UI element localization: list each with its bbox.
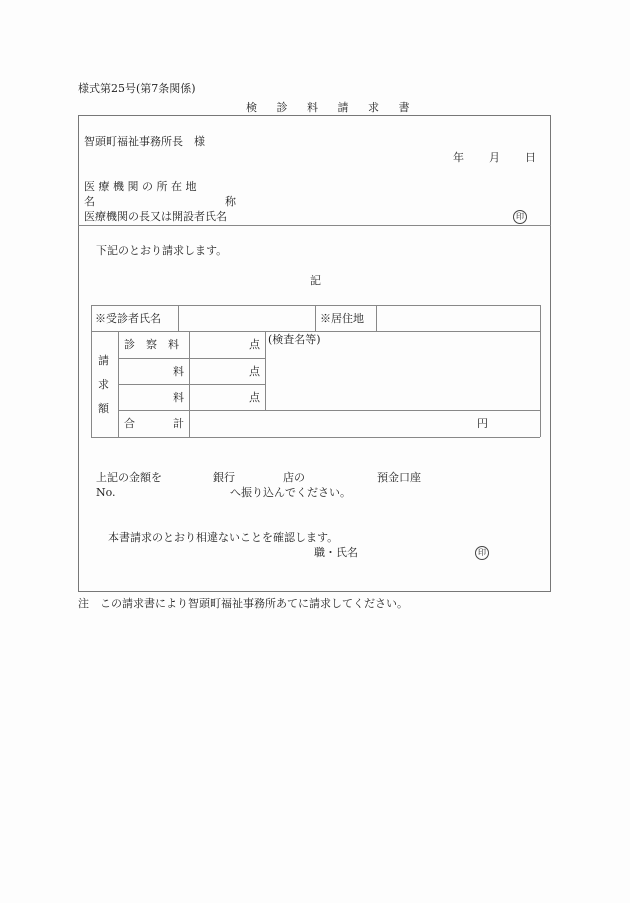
bank-label: 銀行 [213,471,235,484]
date-day: 日 [525,151,536,164]
total-label-right: 計 [173,417,184,430]
request-text: 下記のとおり請求します。 [96,244,228,257]
seal-icon: 印 [513,210,527,224]
row-item-exam-fee: 診 察 料 [124,338,179,351]
account-no-label: No. [96,486,116,499]
institution-head-label: 医療機関の長又は開設者氏名 [84,210,227,223]
account-label: 預金口座 [377,471,421,484]
total-unit: 円 [477,417,488,430]
branch-label: 店の [283,471,305,484]
claim-label-3: 額 [98,402,109,415]
confirm-text: 本書請求のとおり相違ないことを確認します。 [108,531,339,544]
row-item-2: 料 [173,365,184,378]
section-divider [78,225,551,226]
institution-name-label-right: 称 [225,195,236,208]
patient-name-label: ※受診者氏名 [95,312,161,325]
date-month: 月 [489,151,500,164]
institution-name-label-left: 名 [84,195,95,208]
signature-label: 職・氏名 [314,546,358,559]
claim-label-1: 請 [98,354,109,367]
claim-label-2: 求 [98,378,109,391]
transfer-text-a: 上記の金額を [96,471,162,484]
date-year: 年 [453,151,464,164]
page-title: 検 診 料 請 求 書 [246,101,418,114]
row-unit-3: 点 [249,391,260,404]
row-unit-1: 点 [249,338,260,351]
signature-seal-icon: 印 [475,546,489,560]
exam-name-label: (検査名等) [268,333,321,346]
patient-name-field[interactable] [182,307,312,329]
row-item-3: 料 [173,391,184,404]
transfer-text-b: へ振り込んでください。 [230,486,351,499]
addressee: 智頭町福祉事務所長 様 [84,135,205,148]
footnote: 注 この請求書により智頭町福祉事務所あてに請求してください。 [78,597,408,610]
total-label-left: 合 [124,417,135,430]
residence-label: ※居住地 [320,312,364,325]
row-unit-2: 点 [249,365,260,378]
residence-field[interactable] [380,307,536,329]
ki-label: 記 [310,274,321,287]
form-number: 様式第25号(第7条関係) [78,82,196,95]
institution-location-label: 医 療 機 関 の 所 在 地 [84,180,197,193]
